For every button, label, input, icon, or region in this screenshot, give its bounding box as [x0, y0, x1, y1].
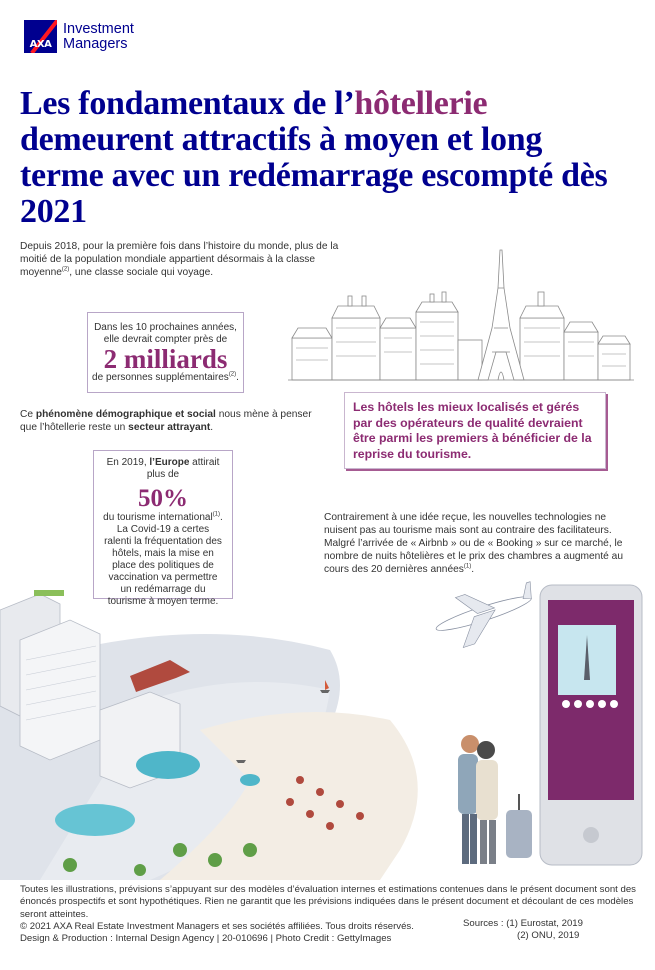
pheno-c: nous mène à penser que l’hôtellerie reste un — [20, 409, 312, 433]
stat2-ref: (1) — [212, 511, 221, 518]
airplane — [429, 580, 543, 654]
title-highlight: hôtellerie — [354, 85, 488, 122]
paris-skyline-illustration — [288, 248, 634, 383]
stat1-line-3-wrap — [88, 372, 243, 384]
title-part-2: demeurent attractifs à moyen et long terme avec un redémarrage escompté dès 2021 — [20, 121, 608, 230]
stat2-line-1c: attirait — [189, 457, 220, 468]
stat2-rest: La Covid-19 a certes ralenti la fréquentation des hôtels, mais la mise en place des politiques de vaccination va permettre un redémarrage du tourisme à moyen terme. — [104, 524, 222, 607]
footer-copyright: © 2021 AXA Real Estate Investment Managers et ses sociétés affiliées. Tous droits réservés. — [20, 920, 414, 932]
stat1-line-2: elle devrait compter près de — [103, 334, 228, 345]
footer-disclaimer: Toutes les illustrations, prévisions s’appuyant sur des modèles d’évaluation internes et estimations contenues dans le présent document sont des énoncés prospectifs et sont hypothétiques. Rien ne garantit que les prévisions indiquées dans le présent document et découlant de ces modèles seront atteintes. — [20, 884, 636, 920]
technology-paragraph — [324, 511, 634, 576]
stat2-europe: l’Europe — [149, 457, 190, 468]
axa-logo-mark — [24, 20, 57, 53]
pheno-e: . — [210, 422, 214, 433]
stat1-ref: (2) — [228, 371, 237, 378]
stat2-line-3-wrap — [94, 512, 232, 524]
intro-text: Depuis 2018, pour la première fois dans l’histoire du monde, plus de la moitié de la population mondiale appartient désormais à la classe moyenne — [20, 241, 339, 278]
intro-text-end: , une classe sociale qui voyage. — [69, 267, 214, 278]
pheno-bold-2: secteur attrayant — [128, 422, 211, 433]
pheno-a: Ce — [20, 409, 36, 420]
footer-credits: Design & Production : Internal Design Agency | 20-010696 | Photo Credit : GettyImages — [20, 933, 392, 945]
stat2-line-3: du tourisme international — [103, 512, 213, 523]
tablet-booking-app — [540, 585, 642, 865]
stat2-big-number: 50% — [138, 485, 188, 512]
source-1: Sources : (1) Eurostat, 2019 — [463, 918, 583, 929]
highlight-text: Les hôtels les mieux localisés et gérés par des opérateurs de qualité devraient être parmi les premiers à bénéficier de la reprise du tourisme. — [353, 400, 592, 461]
stat2-line-2: plus de — [146, 469, 180, 480]
stat-box-2-billion — [87, 312, 244, 393]
resort-illustration — [0, 580, 655, 880]
stat1-end: . — [236, 372, 239, 383]
source-2: (2) ONU, 2019 — [517, 930, 580, 942]
logo-wordmark — [63, 22, 134, 52]
stat2-line-1 — [94, 457, 232, 469]
eiffel-tower — [478, 250, 524, 380]
pheno-bold-1: phénomène démographique et social — [35, 409, 216, 420]
axa-logo-text: AXA — [29, 39, 52, 50]
axa-logo — [24, 20, 134, 53]
stat1-big-number: 2 milliards — [103, 344, 228, 374]
logo-line-2: Managers — [63, 35, 128, 52]
logo-line-1: Investment — [63, 20, 134, 37]
hotels-highlight-box — [344, 392, 606, 469]
sources — [463, 918, 583, 943]
intro-ref: (2) — [61, 266, 70, 273]
contra-ref: (1) — [463, 563, 472, 570]
stat-box-50-percent — [93, 450, 233, 607]
stat2-end: . — [220, 512, 223, 523]
travellers — [458, 735, 532, 864]
page-title — [20, 86, 620, 230]
stat1-line-3: de personnes supplémentaires — [92, 372, 229, 383]
title-part-1: Les fondamentaux de l’ — [20, 85, 355, 122]
stat2-line-1a: En 2019, — [106, 457, 150, 468]
contra-text: Contrairement à une idée reçue, les nouvelles technologies ne nuisent pas au tourisme mais sont au contraire des facilitateurs. Malgré l’arrivée de « Airbnb » ou de « Booking » sur ce marché, le nombre de nuits hôtelières et le prix des chambres a augmenté au cours des 20 dernières années — [324, 512, 624, 575]
contra-end: . — [471, 564, 475, 575]
stat1-line-1: Dans les 10 prochaines années, — [94, 322, 237, 333]
phenomenon-paragraph — [20, 408, 320, 434]
